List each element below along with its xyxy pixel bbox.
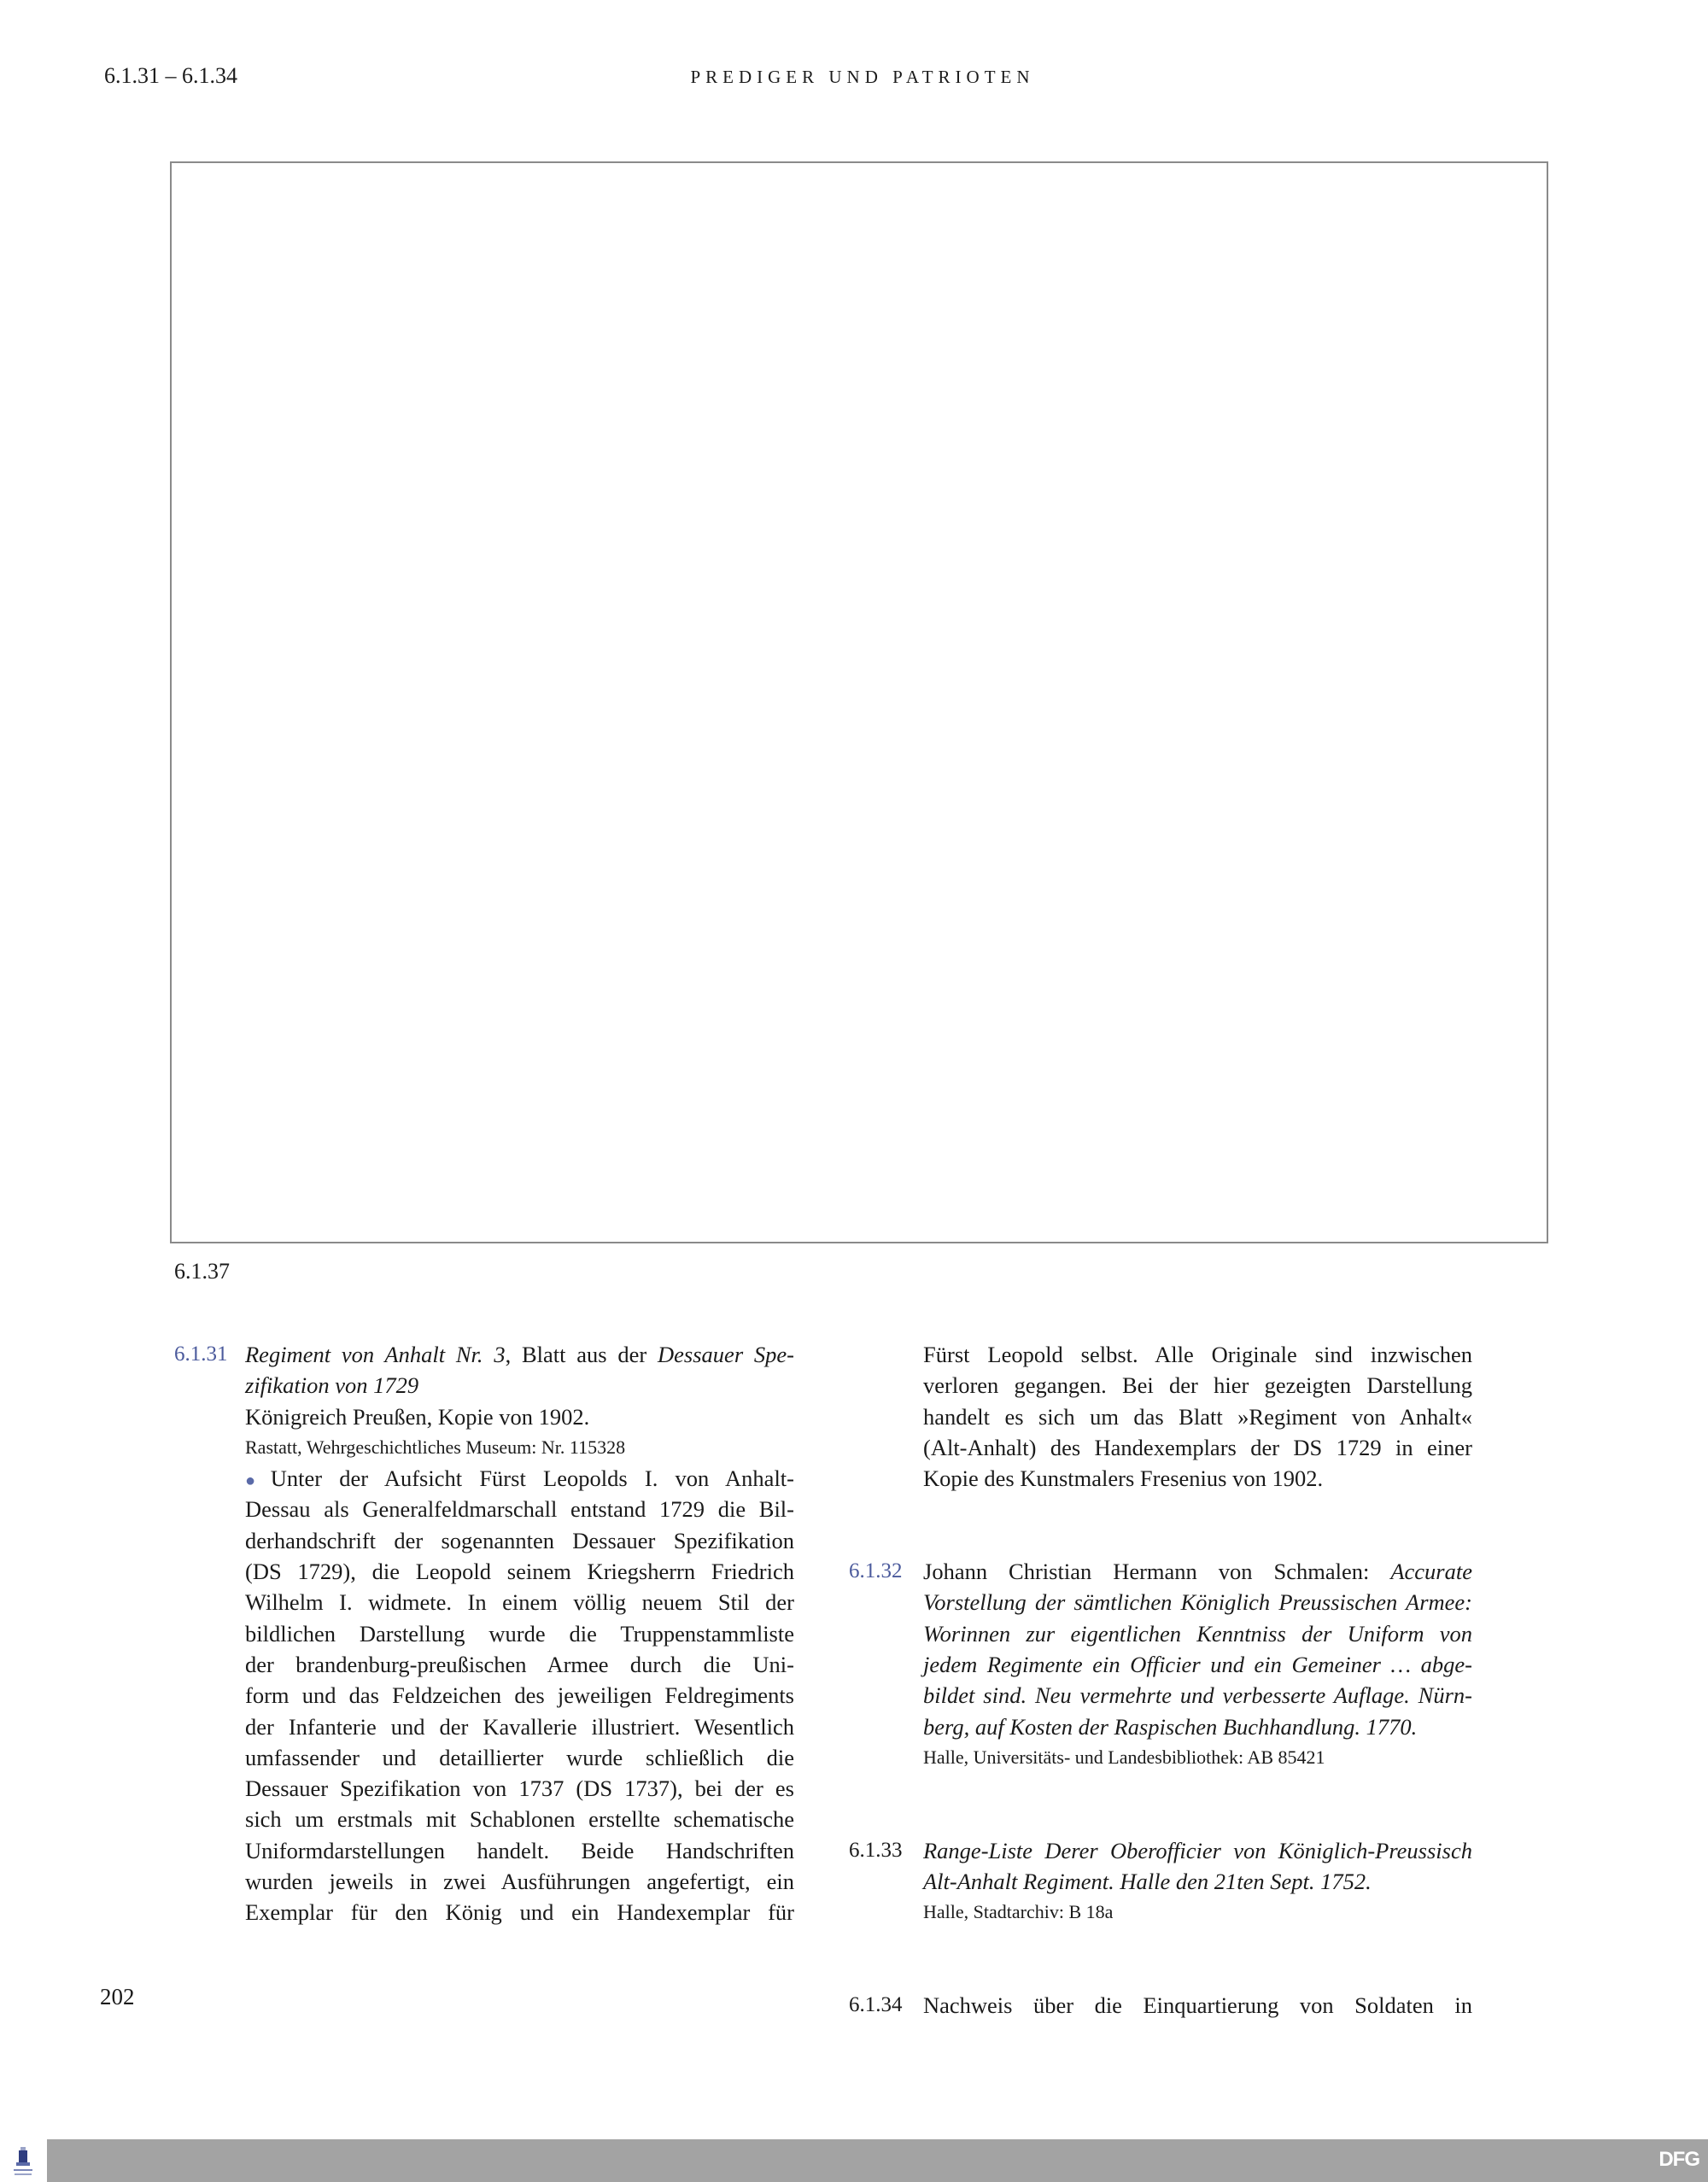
text-line bbox=[245, 1463, 794, 1494]
text-column-left bbox=[174, 1339, 794, 1928]
text-span: Halle, Stadtarchiv: B 18a bbox=[923, 1901, 1114, 1923]
running-header-range: 6.1.31 – 6.1.34 bbox=[104, 63, 237, 88]
text-line bbox=[245, 1494, 794, 1524]
entry-number: 6.1.34 bbox=[849, 1993, 903, 2017]
italic-title-text: Accurate bbox=[1390, 1559, 1472, 1585]
figure-caption: 6.1.37 bbox=[174, 1259, 230, 1284]
text-span: Nachweis über die Einquartierung von Soldaten in bbox=[923, 1992, 1472, 2019]
text-line bbox=[245, 1618, 794, 1649]
italic-title-text: zifikation von 1729 bbox=[245, 1372, 419, 1399]
bullet-icon: ● bbox=[245, 1471, 267, 1491]
figure-frame bbox=[170, 161, 1548, 1243]
text-span: Exemplar für den König und ein Handexemplar für bbox=[245, 1899, 794, 1926]
text-line bbox=[245, 1401, 794, 1432]
catalog-entry bbox=[849, 1990, 1472, 2021]
text-line bbox=[245, 1339, 794, 1370]
italic-title-text: Range-Liste Derer Oberofficier von Königlich-Preussisch bbox=[923, 1837, 1472, 1863]
source-line bbox=[923, 1742, 1472, 1773]
text-line bbox=[245, 1370, 794, 1401]
footer-bar bbox=[47, 2139, 1708, 2182]
dfg-logo: DFG bbox=[1658, 2148, 1699, 2171]
text-line bbox=[245, 1649, 794, 1680]
text-line bbox=[245, 1680, 794, 1711]
text-span: Uniformdarstellungen handelt. Beide Handschriften bbox=[245, 1837, 794, 1863]
text-span: Wilhelm I. widmete. In einem völlig neuem Stil der bbox=[245, 1589, 794, 1616]
text-span: Kopie des Kunstmalers Fresenius von 1902. bbox=[923, 1465, 1324, 1492]
text-line bbox=[923, 1990, 1472, 2021]
text-line bbox=[923, 1463, 1472, 1494]
text-span: form und das Feldzeichen des jeweiligen Feldregiments bbox=[245, 1682, 794, 1709]
text-line bbox=[923, 1649, 1472, 1680]
text-span: (DS 1729), die Leopold seinem Kriegsherrn Friedrich bbox=[245, 1559, 794, 1585]
italic-title-text: jedem Regimente ein Officier und ein Gemeiner … abge- bbox=[923, 1651, 1472, 1677]
text-line bbox=[923, 1711, 1472, 1742]
text-span: Johann Christian Hermann von Schmalen: bbox=[923, 1559, 1391, 1585]
text-line bbox=[923, 1432, 1472, 1463]
italic-title-text: Regiment von Anhalt Nr. 3 bbox=[245, 1342, 506, 1367]
running-header-title: PREDIGER UND PATRIOTEN bbox=[690, 67, 1035, 87]
text-line bbox=[245, 1742, 794, 1773]
text-line bbox=[245, 1773, 794, 1804]
text-span: Unter der Aufsicht Fürst Leopolds I. von Anhalt- bbox=[270, 1465, 794, 1492]
source-line bbox=[245, 1432, 794, 1463]
text-span: Halle, Universitäts- und Landesbibliothek: AB 85421 bbox=[923, 1746, 1325, 1768]
text-line bbox=[245, 1525, 794, 1556]
text-span: , Blatt aus der bbox=[505, 1342, 658, 1367]
text-span: Königreich Preußen, Kopie von 1902. bbox=[245, 1403, 590, 1430]
text-span: Fürst Leopold selbst. Alle Originale sind inzwischen bbox=[923, 1342, 1472, 1367]
entry-number: 6.1.33 bbox=[849, 1838, 903, 1862]
italic-title-text: Dessauer Spe- bbox=[658, 1342, 795, 1367]
italic-title-text: Worinnen zur eigentlichen Kenntniss der Uniform von bbox=[923, 1620, 1472, 1647]
text-line bbox=[923, 1866, 1472, 1897]
catalog-entry bbox=[174, 1339, 794, 1928]
text-span: Rastatt, Wehrgeschichtliches Museum: Nr. 115328 bbox=[245, 1436, 626, 1458]
text-span: Dessau als Generalfeldmarschall entstand 1729 die Bil- bbox=[245, 1496, 794, 1523]
text-line bbox=[923, 1835, 1472, 1866]
text-column-right bbox=[849, 1339, 1472, 2021]
catalog-entry bbox=[849, 1835, 1472, 1928]
source-line bbox=[923, 1897, 1472, 1928]
text-span: handelt es sich um das Blatt »Regiment von Anhalt« bbox=[923, 1403, 1472, 1430]
text-span: wurden jeweils in zwei Ausführungen angefertigt, ein bbox=[245, 1869, 794, 1895]
text-line bbox=[245, 1866, 794, 1897]
italic-title-text: Vorstellung der sämtlichen Königlich Preussischen Armee: bbox=[923, 1589, 1472, 1616]
text-line bbox=[923, 1680, 1472, 1711]
catalog-entry bbox=[849, 1556, 1472, 1773]
text-span: Dessauer Spezifikation von 1737 (DS 1737), bei der es bbox=[245, 1775, 794, 1802]
text-line bbox=[923, 1339, 1472, 1370]
catalog-entry bbox=[849, 1339, 1472, 1494]
text-line bbox=[923, 1618, 1472, 1649]
text-span: derhandschrift der sogenannten Dessauer Spezifikation bbox=[245, 1527, 794, 1553]
italic-title-text: bildet sind. Neu vermehrte und verbesserte Auflage. Nürn- bbox=[923, 1682, 1472, 1709]
italic-title-text: Alt-Anhalt Regiment. Halle den 21ten Sept. 1752. bbox=[923, 1869, 1372, 1895]
text-line bbox=[923, 1587, 1472, 1617]
text-line bbox=[245, 1897, 794, 1928]
text-span: (Alt-Anhalt) des Handexemplars der DS 1729 in einer bbox=[923, 1434, 1472, 1460]
text-span: verloren gegangen. Bei der hier gezeigten Darstellung bbox=[923, 1372, 1472, 1399]
page-number: 202 bbox=[100, 1984, 135, 2009]
entry-number: 6.1.31 bbox=[174, 1343, 228, 1366]
text-span: sich um erstmals mit Schablonen erstellte schematische bbox=[245, 1806, 794, 1833]
text-span: der Infanterie und der Kavallerie illustriert. Wesentlich bbox=[245, 1713, 794, 1740]
text-line bbox=[245, 1711, 794, 1742]
text-line bbox=[923, 1370, 1472, 1401]
text-line bbox=[923, 1556, 1472, 1587]
text-span: bildlichen Darstellung wurde die Truppenstammliste bbox=[245, 1620, 794, 1647]
text-span: umfassender und detaillierter wurde schließlich die bbox=[245, 1744, 794, 1770]
text-line bbox=[245, 1804, 794, 1834]
text-span: der brandenburg-preußischen Armee durch die Uni- bbox=[245, 1651, 794, 1677]
text-line bbox=[923, 1401, 1472, 1432]
text-line bbox=[245, 1835, 794, 1866]
franckesche-stiftungen-logo-icon bbox=[12, 2145, 34, 2179]
entry-number: 6.1.32 bbox=[849, 1559, 903, 1583]
italic-title-text: berg, auf Kosten der Raspischen Buchhandlung. 1770. bbox=[923, 1713, 1418, 1740]
text-line bbox=[245, 1587, 794, 1617]
text-line bbox=[245, 1556, 794, 1587]
